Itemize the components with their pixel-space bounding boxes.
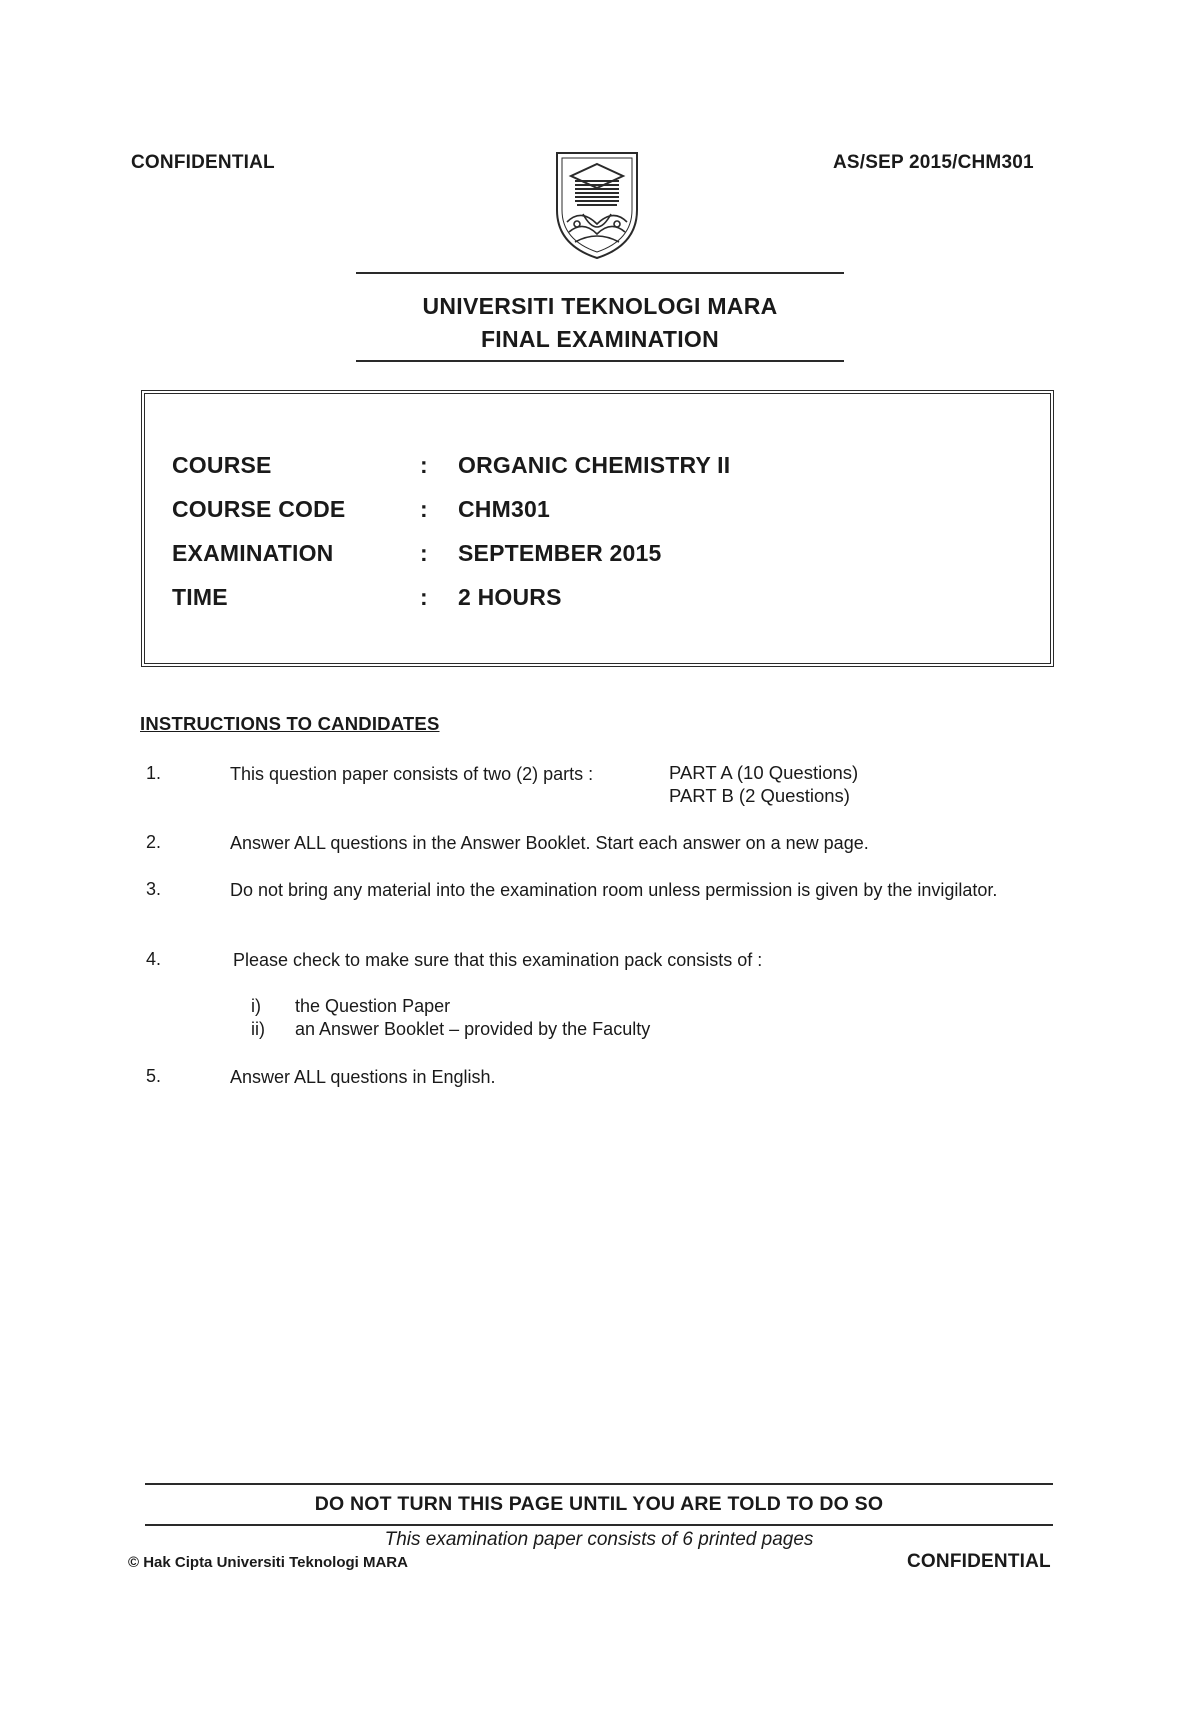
instruction-text: Answer ALL questions in English. <box>230 1067 496 1087</box>
page-count-note: This examination paper consists of 6 printed pages <box>384 1529 814 1550</box>
info-value: 2 HOURS <box>458 584 562 610</box>
info-label: EXAMINATION <box>172 540 334 566</box>
info-value: SEPTEMBER 2015 <box>458 540 662 566</box>
instruction-number: 5. <box>146 1066 162 1086</box>
sub-item-text: the Question Paper <box>295 996 451 1016</box>
do-not-turn-warning: DO NOT TURN THIS PAGE UNTIL YOU ARE TOLD TO DO SO <box>314 1493 884 1515</box>
confidential-label-top: CONFIDENTIAL <box>131 152 275 173</box>
info-colon: : <box>420 496 428 522</box>
info-row-time <box>145 584 1050 614</box>
instruction-text: Please check to make sure that this examination pack consists of : <box>233 950 763 970</box>
exam-type: FINAL EXAMINATION <box>480 326 720 352</box>
university-crest-icon <box>553 150 641 262</box>
instruction-text: This question paper consists of two (2) parts : <box>230 764 594 784</box>
instruction-number: 4. <box>146 949 162 969</box>
info-label: COURSE <box>172 452 272 478</box>
paper-code: AS/SEP 2015/CHM301 <box>833 152 1034 173</box>
copyright-notice: © Hak Cipta Universiti Teknologi MARA <box>128 1554 408 1571</box>
part-b: PART B (2 Questions) <box>669 785 850 806</box>
info-colon: : <box>420 540 428 566</box>
part-a: PART A (10 Questions) <box>669 762 859 783</box>
university-name: UNIVERSITI TEKNOLOGI MARA <box>422 293 778 319</box>
instruction-text: Answer ALL questions in the Answer Booklet. Start each answer on a new page. <box>230 833 869 853</box>
info-row-course <box>145 452 1050 482</box>
instruction-number: 3. <box>146 879 162 899</box>
confidential-label-bottom: CONFIDENTIAL <box>907 1551 1051 1572</box>
info-colon: : <box>420 584 428 610</box>
title-rule-bottom <box>356 360 844 362</box>
info-label: COURSE CODE <box>172 496 346 522</box>
instruction-text: Do not bring any material into the examination room unless permission is given by the invigilator. <box>230 880 998 900</box>
sub-item-number: i) <box>251 996 261 1016</box>
title-rule-top <box>356 272 844 274</box>
footer-rule-top <box>145 1483 1053 1485</box>
info-value: ORGANIC CHEMISTRY II <box>458 452 731 478</box>
instruction-number: 1. <box>146 763 162 783</box>
sub-item-number: ii) <box>251 1019 265 1039</box>
sub-item-text: an Answer Booklet – provided by the Faculty <box>295 1019 651 1039</box>
info-colon: : <box>420 452 428 478</box>
course-info-box <box>141 390 1054 667</box>
info-row-course-code <box>145 496 1050 526</box>
instruction-number: 2. <box>146 832 162 852</box>
info-value: CHM301 <box>458 496 550 522</box>
info-row-examination <box>145 540 1050 570</box>
exam-title <box>356 290 844 356</box>
footer-rule-bottom <box>145 1524 1053 1526</box>
parts-list <box>669 761 858 807</box>
info-label: TIME <box>172 584 228 610</box>
instructions-heading: INSTRUCTIONS TO CANDIDATES <box>140 713 440 734</box>
